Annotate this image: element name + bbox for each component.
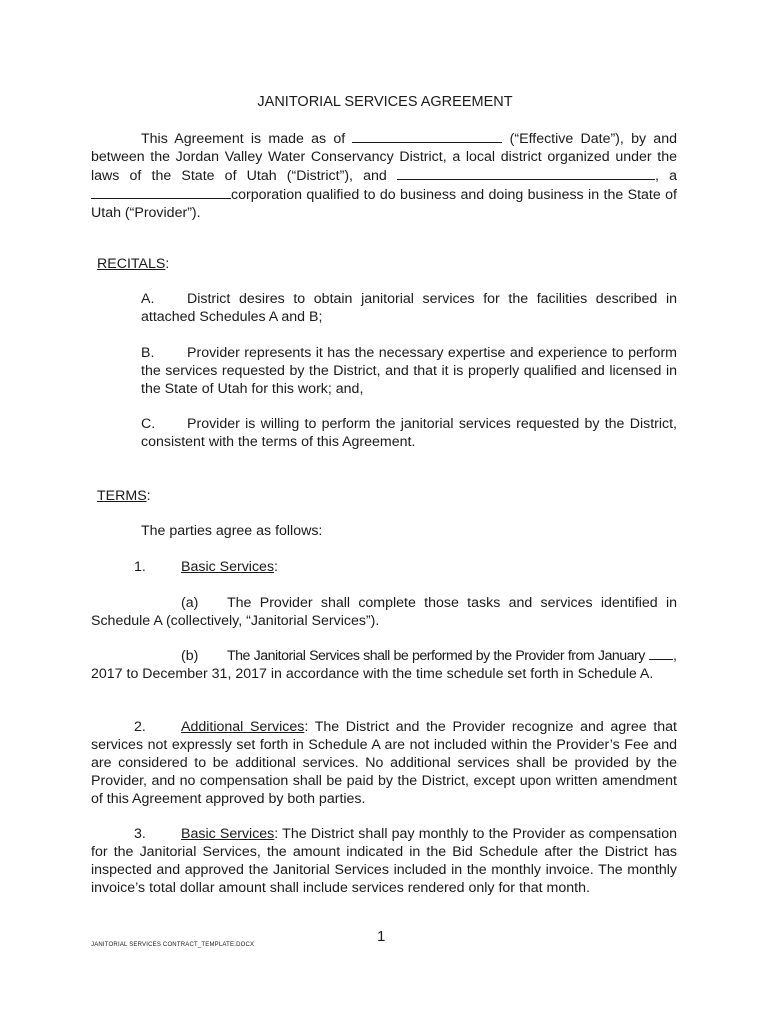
section-1b-text-1: The Janitorial Services shall be performed by the Provider from January bbox=[227, 648, 645, 664]
section-2-title: Additional Services bbox=[181, 719, 305, 735]
recital-a-label: A. bbox=[141, 291, 155, 307]
intro-text-1: This Agreement is made as of bbox=[141, 131, 346, 147]
section-1a-text: The Provider shall complete those tasks and services identified in Schedule A (collectively, “Janitorial Services”). bbox=[91, 595, 677, 629]
intro-text-2: (“Effective Date”), by and between the Jordan Valley Water Conservancy District, a local district organized under the laws of the State of Utah (“District”), and bbox=[91, 131, 677, 184]
section-3-text: : The District shall pay monthly to the Provider as compensation for the Janitorial Services, the amount indicated in the Bid Schedule after the District has inspected and approved the Janitorial Services included in the monthly invoice. The monthly invoice’s total dollar amount shall include services rendered only for that month. bbox=[91, 826, 677, 896]
recital-c-text: Provider is willing to perform the janitorial services requested by the District, consistent with the terms of this Agreement. bbox=[141, 416, 677, 450]
section-1b-label: (b) bbox=[181, 648, 199, 664]
recital-b-label: B. bbox=[141, 345, 155, 361]
page-number: 1 bbox=[377, 928, 386, 945]
section-3 bbox=[91, 825, 677, 897]
terms-intro: The parties agree as follows: bbox=[141, 523, 323, 539]
intro-text-3: , bbox=[654, 168, 659, 184]
recitals-heading: RECITALS: bbox=[97, 256, 170, 272]
section-2-text: : The District and the Provider recognize and agree that services not expressly set forth in Schedule A are not included within the Provider’s Fee and are considered to be additional services. No additional services shall be provided by the Provider, and no compensation shall be paid by the District, except upon written amendment of this Agreement approved by both parties. bbox=[91, 719, 677, 807]
document-title: JANITORIAL SERVICES AGREEMENT bbox=[257, 94, 513, 110]
section-1b bbox=[91, 646, 677, 683]
recital-b-text: Provider represents it has the necessary expertise and experience to perform the services requested by the District, and that it is properly qualified and licensed in the State of Utah for this work; and, bbox=[141, 345, 677, 397]
section-1a bbox=[91, 594, 677, 630]
recital-c-label: C. bbox=[141, 416, 156, 432]
terms-heading: TERMS: bbox=[97, 488, 151, 504]
provider-name-blank[interactable] bbox=[397, 166, 655, 180]
effective-date-blank[interactable] bbox=[352, 129, 502, 143]
section-2-number: 2. bbox=[134, 719, 146, 735]
recital-b bbox=[141, 344, 677, 398]
section-1a-label: (a) bbox=[181, 595, 199, 611]
recital-a-text: District desires to obtain janitorial services for the facilities described in attached Schedules A and B; bbox=[141, 291, 677, 325]
recital-c bbox=[141, 415, 677, 451]
intro-paragraph bbox=[91, 129, 677, 222]
section-3-number: 3. bbox=[134, 826, 146, 842]
intro-text-5: corporation qualified to do business and doing business in the State of Utah (“Provider”). bbox=[91, 187, 677, 221]
footer-filename: JANITORIAL SERVICES CONTRACT_TEMPLATE.DOCX bbox=[91, 942, 255, 948]
section-2 bbox=[91, 718, 677, 808]
section-3-title: Basic Services bbox=[181, 826, 275, 842]
intro-text-4: a bbox=[669, 168, 677, 184]
start-day-blank[interactable] bbox=[649, 646, 673, 660]
section-1-heading: 1. Basic Services: bbox=[134, 559, 278, 575]
recital-a bbox=[141, 290, 677, 326]
section-1b-text-2: , 2017 to December 31, 2017 in accordance with the time schedule set forth in Schedule A. bbox=[91, 648, 677, 682]
corporation-type-blank[interactable] bbox=[91, 185, 231, 199]
